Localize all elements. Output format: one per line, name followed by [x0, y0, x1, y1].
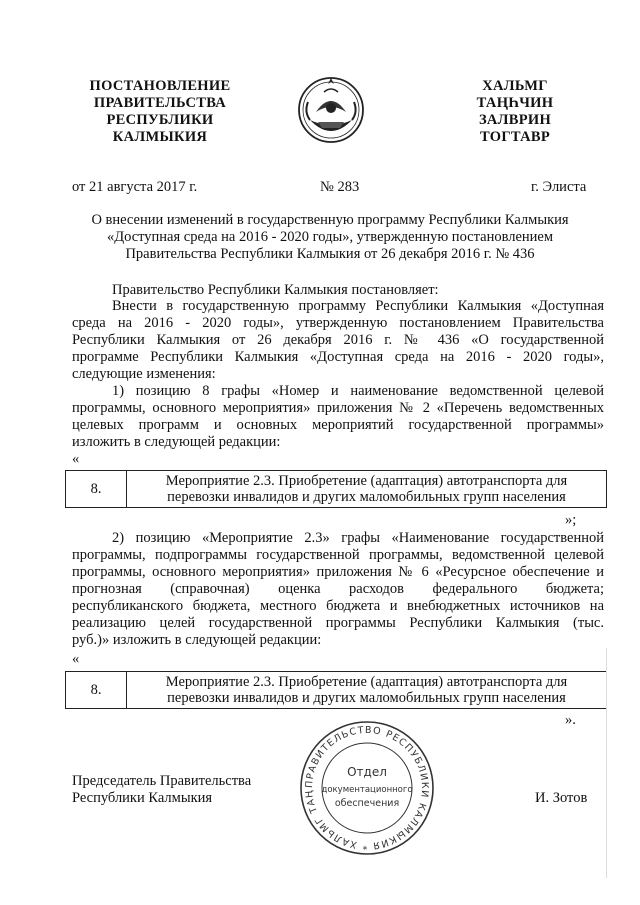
- table-row: [66, 471, 607, 508]
- table-cell-number: 8.: [66, 672, 127, 709]
- paragraph-line: прогнозная (справочная) оценка расходов федерального бюджета;: [72, 581, 604, 597]
- table-cell-text: [127, 471, 607, 508]
- paragraph-line: республиканского бюджета, местного бюджета и внебюджетных источников на: [72, 598, 604, 614]
- open-quote: «: [72, 651, 80, 667]
- paragraph-item-2: [72, 530, 604, 649]
- header-right-line: ХАЛЬМГ: [482, 78, 548, 94]
- signatory-line: Республики Калмыкия: [72, 790, 213, 806]
- title-line: О внесении изменений в государственную программу Республики Калмыкия: [91, 212, 569, 228]
- stamp-inner-line: документационного: [321, 785, 413, 795]
- paragraph-line: программы, основного мероприятия» приложения № 2 «Перечень ведомственных: [72, 400, 604, 416]
- paragraph-line: Внести в государственную программу Республики Калмыкия «Доступная: [112, 298, 604, 314]
- amendment-table-2: [65, 671, 607, 709]
- intro-line: Правительство Республики Калмыкия постановляет:: [112, 282, 439, 298]
- header-left-line: КАЛМЫКИЯ: [112, 129, 208, 145]
- stamp-inner-line: Отдел: [347, 765, 387, 779]
- paragraph-main: [72, 298, 604, 383]
- paragraph-line: Республики Калмыкия от 26 декабря 2016 г. № 436 «О государственной: [72, 332, 604, 348]
- document-number: № 283: [320, 179, 360, 195]
- signatory-line: Председатель Правительства: [72, 773, 252, 789]
- paragraph-line: следующие изменения:: [72, 366, 216, 382]
- amendment-table-1: [65, 470, 607, 508]
- paragraph-item-1: [72, 383, 604, 451]
- header-right-line: ТОГТАВР: [479, 129, 551, 145]
- table-text-line: перевозки инвалидов и других маломобильных групп населения: [167, 690, 566, 706]
- header-left-line: РЕСПУБЛИКИ: [106, 112, 214, 128]
- open-quote: «: [72, 451, 80, 467]
- paragraph-line: программе Республики Калмыкия «Доступная среда на 2016 - 2020 годы»,: [72, 349, 604, 365]
- paragraph-line: программы, подпрограммы государственной программы, ведомственной целевой: [72, 547, 604, 563]
- coat-of-arms-emblem: [296, 72, 366, 148]
- paragraph-line: среда на 2016 - 2020 годы», утвержденную постановлением Правительства: [72, 315, 604, 331]
- stamp-inner-line: обеспечения: [334, 798, 400, 809]
- document-city: г. Элиста: [531, 179, 587, 195]
- table-row: [66, 672, 607, 709]
- header-right-line: ТАҢҺЧИН: [476, 95, 554, 111]
- paragraph-line: 2) позицию «Мероприятие 2.3» графы «Наименование государственной: [112, 530, 604, 546]
- table-text-line: перевозки инвалидов и других маломобильных групп населения: [167, 489, 566, 505]
- header-right-block: [440, 78, 590, 146]
- official-stamp: [297, 718, 437, 858]
- stamp-ring-text: ПРАВИТЕЛЬСТВО РЕСПУБЛИКИ КАЛМЫКИЯ * ХАЛЬМГ ТАҢ: [303, 724, 431, 852]
- close-quote: »;: [565, 512, 577, 528]
- paragraph-line: 1) позицию 8 графы «Номер и наименование ведомственной целевой: [112, 383, 604, 399]
- document-date: от 21 августа 2017 г.: [72, 179, 198, 195]
- header-right-line: ЗАЛВРИН: [478, 112, 552, 128]
- title-line: «Доступная среда на 2016 - 2020 годы», утвержденную постановлением: [106, 229, 554, 245]
- paragraph-line: реализацию целей государственной программы Республики Калмыкия (тыс.: [72, 615, 604, 631]
- signatory-position: [72, 773, 251, 807]
- header-left-line: ПОСТАНОВЛЕНИЕ: [89, 78, 231, 94]
- table-cell-text: [127, 672, 607, 709]
- paragraph-line: изложить в следующей редакции:: [72, 434, 281, 450]
- signatory-name: И. Зотов: [535, 790, 588, 806]
- header-left-block: [60, 78, 260, 146]
- close-quote: ».: [565, 712, 576, 728]
- header-left-line: ПРАВИТЕЛЬСТВА: [93, 95, 227, 111]
- scan-edge-mark: [606, 648, 607, 878]
- document-title: [60, 212, 600, 263]
- table-text-line: Мероприятие 2.3. Приобретение (адаптация) автотранспорта для: [165, 674, 568, 690]
- table-cell-number: 8.: [66, 471, 127, 508]
- paragraph-line: целевых программ и основных мероприятий государственной программы»: [72, 417, 604, 433]
- paragraph-line: руб.)» изложить в следующей редакции:: [72, 632, 322, 648]
- title-line: Правительства Республики Калмыкия от 26 декабря 2016 г. № 436: [125, 246, 535, 262]
- paragraph-line: программы, основного мероприятия» приложения № 6 «Ресурсное обеспечение и: [72, 564, 604, 580]
- table-text-line: Мероприятие 2.3. Приобретение (адаптация) автотранспорта для: [165, 473, 568, 489]
